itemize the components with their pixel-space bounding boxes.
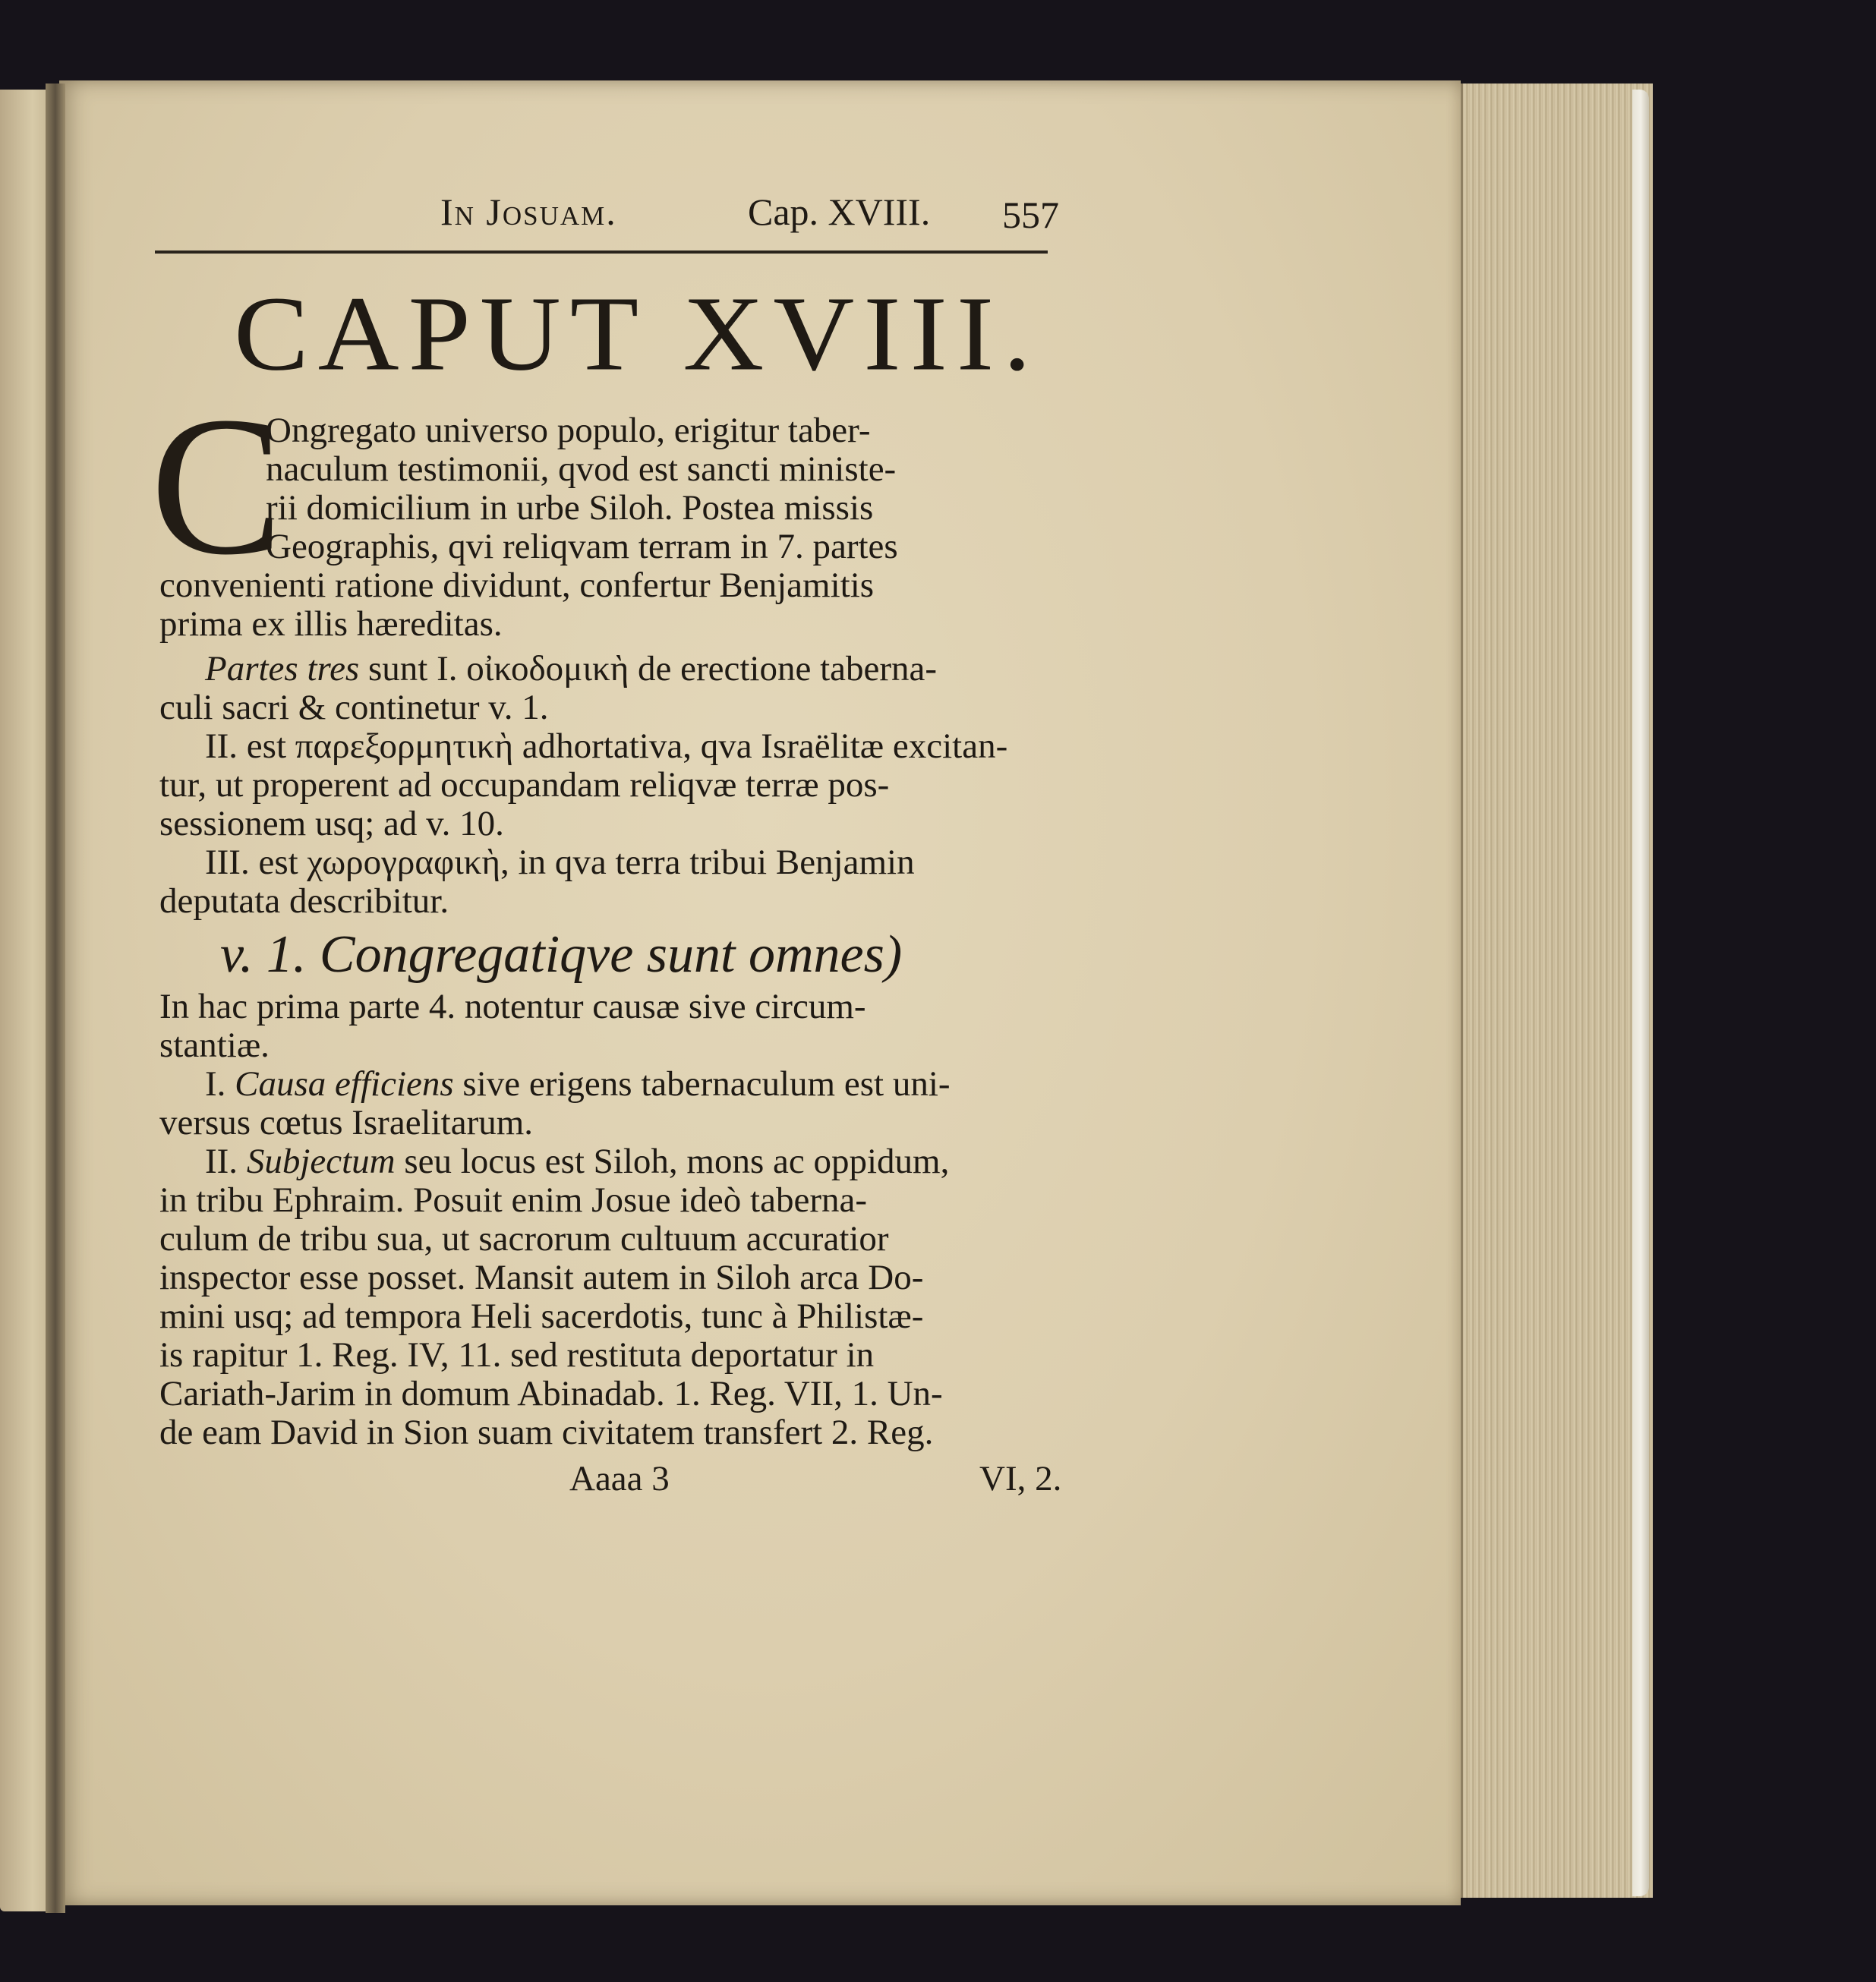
partes-text: sunt I. οἰκοδομικὴ de erectione taberna- <box>359 649 938 689</box>
cover-edge <box>1632 90 1649 1896</box>
drop-cap: C <box>150 376 283 596</box>
summary-line: convenienti ratione dividunt, confertur Benjamitis <box>159 566 875 605</box>
commentary-line: stantiæ. <box>159 1026 270 1065</box>
page-edges <box>1461 84 1653 1898</box>
commentary-italic: Causa efficiens <box>235 1064 454 1104</box>
commentary-line: versus cœtus Israelitarum. <box>159 1103 534 1142</box>
commentary-line: In hac prima parte 4. notentur causæ sive circum- <box>159 987 866 1026</box>
commentary-line: mini usq; ad tempora Heli sacerdotis, tunc à Philistæ- <box>159 1297 924 1336</box>
partes-line <box>159 650 1070 689</box>
partes-italic: Partes tres <box>205 649 360 689</box>
commentary-line: inspector esse posset. Mansit autem in Siloh arca Do- <box>159 1258 924 1297</box>
summary-line: rii domicilium in urbe Siloh. Postea missis <box>266 488 874 528</box>
commentary-line: is rapitur 1. Reg. IV, 11. sed restituta deportatur in <box>159 1335 875 1375</box>
text-block <box>150 182 1070 1505</box>
summary-line: Ongregato universo populo, erigitur taber- <box>266 411 871 450</box>
commentary-text: sive erigens tabernaculum est uni- <box>453 1064 951 1104</box>
partes-line: II. est παρεξορμητικὴ adhortativa, qva Israëlitæ excitan- <box>205 726 1008 766</box>
partes-line: deputata describitur. <box>159 881 449 921</box>
binding-gutter <box>46 84 65 1913</box>
catchword: VI, 2. <box>979 1459 1062 1498</box>
page-number: 557 <box>1002 194 1059 236</box>
commentary <box>159 988 1070 1452</box>
running-title: In Josuam. <box>440 191 617 233</box>
commentary-prefix: II. <box>205 1142 247 1181</box>
partes-line: sessionem usq; ad v. 10. <box>159 804 504 843</box>
page-footer <box>159 1460 1070 1505</box>
commentary-text: seu locus est Siloh, mons ac oppidum, <box>395 1142 950 1181</box>
commentary-prefix: I. <box>205 1064 235 1104</box>
commentary-line: culum de tribu sua, ut sacrorum cultuum accuratior <box>159 1219 889 1259</box>
signature-mark: Aaaa 3 <box>569 1459 670 1498</box>
summary-line: prima ex illis hæreditas. <box>159 604 503 644</box>
chapter-summary <box>150 376 1070 644</box>
partes-line: tur, ut properent ad occupandam reliqvæ terræ pos- <box>159 765 890 805</box>
chapter-title: CAPUT XVIII. <box>234 275 1041 393</box>
chapter-body <box>150 376 1070 1505</box>
commentary-line <box>159 1065 1070 1104</box>
commentary-line: de eam David in Sion suam civitatem transfert 2. Reg. <box>159 1413 934 1452</box>
verse-heading: v. 1. Congregatiqve sunt omnes) <box>220 925 903 984</box>
commentary-line: Cariath-Jarim in domum Abinadab. 1. Reg. VII, 1. Un- <box>159 1374 943 1413</box>
commentary-line: in tribu Ephraim. Posuit enim Josue ideò taberna- <box>159 1180 867 1220</box>
summary-line: naculum testimonii, qvod est sancti ministe- <box>266 449 897 489</box>
running-chapter: Cap. XVIII. <box>748 191 931 233</box>
partes-line: III. est χωρογραφικὴ, in qva terra tribui Benjamin <box>205 843 915 882</box>
running-head <box>159 182 1070 237</box>
head-rule <box>155 251 1048 254</box>
summary-line: Geographis, qvi reliqvam terram in 7. partes <box>266 527 898 566</box>
partes-line: culi sacri & continetur v. 1. <box>159 688 549 727</box>
partes-section <box>159 650 1070 921</box>
commentary-italic: Subjectum <box>246 1142 396 1181</box>
commentary-line <box>159 1142 1070 1181</box>
